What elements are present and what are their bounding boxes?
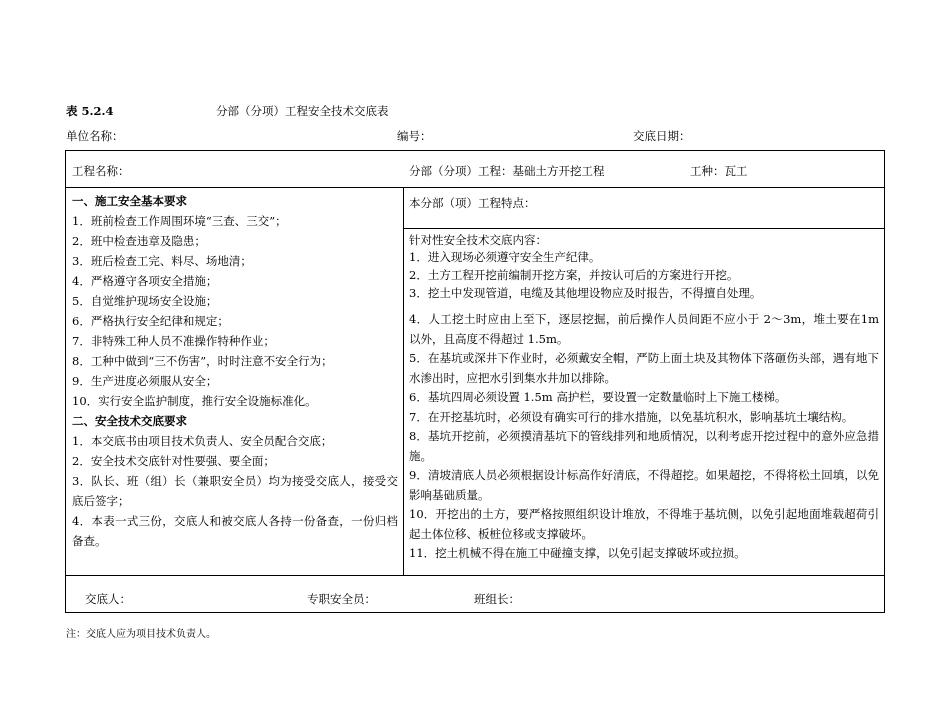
content-label: 针对性安全技术交底内容： bbox=[409, 233, 547, 247]
section1-list bbox=[72, 211, 398, 411]
content-list-a bbox=[409, 248, 879, 302]
section2-title: 二、安全技术交底要求 bbox=[72, 414, 187, 428]
list-item: 10．实行安全监护制度，推行安全设施标准化。 bbox=[72, 394, 317, 408]
footnote: 注：交底人应为项目技术负责人。 bbox=[66, 629, 216, 640]
list-item: 2．土方工程开挖前编制开挖方案，并按认可后的方案进行开挖。 bbox=[409, 268, 739, 282]
column-divider bbox=[403, 187, 404, 575]
row-divider bbox=[66, 187, 884, 188]
right-column bbox=[409, 232, 879, 564]
unit-name-label: 单位名称： bbox=[66, 129, 124, 143]
features-divider bbox=[403, 228, 884, 229]
list-item: 5．自觉维护现场安全设施； bbox=[72, 294, 218, 308]
list-item: 9．生产进度必须服从安全； bbox=[72, 374, 218, 388]
section1-title: 一、施工安全基本要求 bbox=[72, 194, 187, 208]
list-item: 3．班后检查工完、料尽、场地清； bbox=[72, 254, 252, 268]
footer-divider bbox=[66, 575, 884, 576]
list-item: 4．严格遵守各项安全措施； bbox=[72, 274, 218, 288]
list-item: 3．队长、班（组）长（兼职安全员）均为接受交底人，接受交底后签字； bbox=[72, 474, 398, 508]
list-item: 11．挖土机械不得在施工中碰撞支撑，以免引起支撑破坏或拉损。 bbox=[409, 546, 746, 560]
list-item: 9．清坡清底人员必须根据设计标高作好清底，不得超挖。如果超挖，不得将松土回填，以免影响基础质量。 bbox=[409, 468, 879, 502]
project-name-label: 工程名称： bbox=[72, 164, 130, 178]
list-item: 1．进入现场必须遵守安全生产纪律。 bbox=[409, 250, 601, 264]
list-item: 1．班前检查工作周围环境“三查、三交”； bbox=[72, 214, 287, 228]
date-label: 交底日期： bbox=[633, 129, 691, 143]
discloser-label: 交底人： bbox=[85, 592, 131, 606]
list-item: 8．基坑开挖前，必须摸清基坑下的管线排列和地质情况，以利考虑开挖过程中的意外应急措施。 bbox=[409, 429, 879, 463]
trade-label: 工种：瓦工 bbox=[690, 164, 748, 178]
subproject-label: 分部（分项）工程：基础土方开挖工程 bbox=[409, 164, 605, 178]
list-item: 7．非特殊工种人员不准操作特种作业； bbox=[72, 334, 275, 348]
code-label: 编号： bbox=[397, 129, 432, 143]
list-item: 10．开挖出的土方，要严格按照组织设计堆放，不得堆于基坑侧，以免引起地面堆载超荷引起土体位移、板桩位移或支撑破坏。 bbox=[409, 507, 879, 541]
safety-officer-label: 专职安全员： bbox=[307, 592, 376, 606]
list-item: 4．本表一式三份，交底人和被交底人各持一份备查，一份归档备查。 bbox=[72, 514, 398, 548]
disclosure-table bbox=[65, 150, 885, 613]
list-item: 2．班中检查违章及隐患； bbox=[72, 234, 206, 248]
list-item: 8．工种中做到“三不伤害”，时时注意不安全行为； bbox=[72, 354, 333, 368]
section2-list bbox=[72, 431, 398, 551]
list-item: 6．严格执行安全纪律和规定； bbox=[72, 314, 229, 328]
list-item: 6．基坑四周必须设置 1.5m 高护栏，要设置一定数量临时上下施工楼梯。 bbox=[409, 390, 787, 404]
list-item: 2．安全技术交底针对性要强、要全面； bbox=[72, 454, 275, 468]
features-label: 本分部（项）工程特点： bbox=[409, 196, 536, 210]
list-item: 5．在基坑或深井下作业时，必须戴安全帽，严防上面土块及其物体下落砸伤头部，遇有地下水渗出时，应把水引到集水井加以排除。 bbox=[409, 351, 879, 385]
left-column bbox=[72, 191, 398, 551]
content-list-b bbox=[409, 310, 879, 564]
form-title: 分部（分项）工程安全技术交底表 bbox=[216, 104, 389, 118]
list-item: 4．人工挖土时应由上至下，逐层挖掘，前后操作人员间距不应小于 2～3m，堆土要在1m 以外，且高度不得超过 1.5m。 bbox=[409, 312, 879, 346]
team-leader-label: 班组长： bbox=[474, 592, 520, 606]
list-item: 3．挖土中发现管道，电缆及其他埋设物应及时报告，不得擅自处理。 bbox=[409, 286, 762, 300]
table-number: 表 5.2.4 bbox=[66, 104, 114, 118]
list-item: 7．在开挖基坑时，必须设有确实可行的排水措施，以免基坑积水，影响基坑土壤结构。 bbox=[409, 409, 854, 424]
list-item: 1．本交底书由项目技术负责人、安全员配合交底； bbox=[72, 434, 333, 448]
